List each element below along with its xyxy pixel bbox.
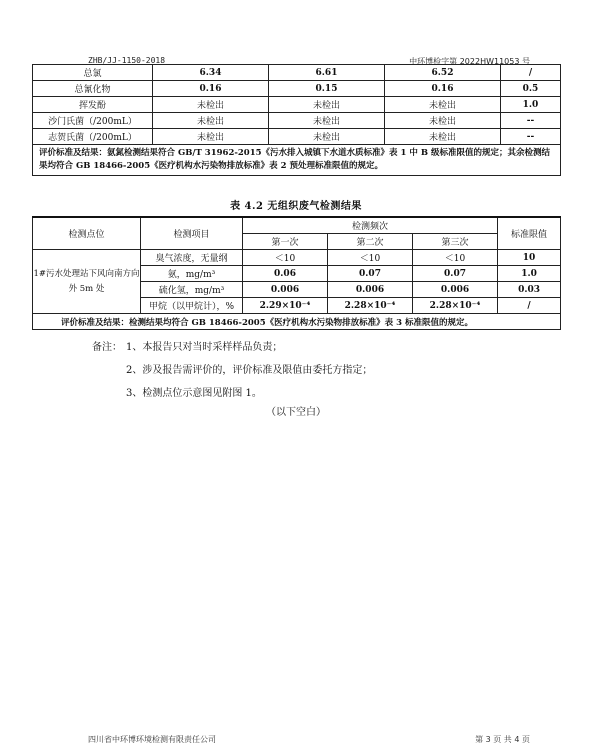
value-cell: ＜10 [413, 250, 498, 266]
value-cell: 未检出 [385, 113, 501, 129]
end-marker: （以下空白） [266, 407, 326, 418]
limit-cell: 1.0 [498, 266, 561, 282]
remark-item: 3、检测点位示意图见附图 1。 [126, 388, 262, 399]
value-cell: 6.61 [269, 65, 385, 81]
table-row [33, 97, 561, 113]
remark-line [92, 359, 372, 382]
header-first: 第一次 [243, 234, 328, 250]
table-row [33, 65, 561, 81]
evaluation-row [33, 145, 561, 176]
limit-cell: -- [501, 129, 561, 145]
item-cell: 甲烷（以甲烷计），% [141, 298, 243, 314]
value-cell: 6.52 [385, 65, 501, 81]
value-cell: 0.16 [385, 81, 501, 97]
item-cell: 氨，mg/m³ [141, 266, 243, 282]
value-cell: 0.15 [269, 81, 385, 97]
footer-page: 第 3 页 共 4 页 [475, 735, 530, 744]
value-cell: 未检出 [269, 113, 385, 129]
value-cell: 未检出 [269, 97, 385, 113]
remarks-label: 备注： [92, 342, 122, 353]
value-cell: 0.06 [243, 266, 328, 282]
limit-cell: 0.5 [501, 81, 561, 97]
remark-line [92, 336, 372, 359]
value-cell: 未检出 [269, 129, 385, 145]
header-site: 检测点位 [33, 217, 141, 250]
limit-cell: / [501, 65, 561, 81]
header-second: 第二次 [328, 234, 413, 250]
footer-company: 四川省中环博环境检测有限责任公司 [88, 735, 216, 744]
item-cell: 志贺氏菌（/200mL） [33, 129, 153, 145]
header-row [33, 217, 561, 234]
evaluation-row [33, 314, 561, 330]
value-cell: 未检出 [385, 129, 501, 145]
item-cell: 臭气浓度，无量纲 [141, 250, 243, 266]
value-cell: 2.29×10⁻⁴ [243, 298, 328, 314]
evaluation-note: 评价标准及结果：检测结果均符合 GB 18466-2005《医疗机构水污染物排放标准》表 3 标准限值的规定。 [33, 314, 561, 330]
header-item: 检测项目 [141, 217, 243, 250]
item-cell: 硫化氢，mg/m³ [141, 282, 243, 298]
item-cell: 挥发酚 [33, 97, 153, 113]
table-row [33, 81, 561, 97]
site-cell: 1#污水处理站下风向南方向外 5m 处 [33, 250, 141, 314]
remark-item: 2、涉及报告需评价的，评价标准及限值由委托方指定； [126, 365, 373, 376]
report-number: 中环博检字第 2022HW11053 号 [409, 57, 530, 66]
value-cell: 0.006 [413, 282, 498, 298]
item-cell: 总氰化物 [33, 81, 153, 97]
limit-cell: 0.03 [498, 282, 561, 298]
value-cell: ＜10 [328, 250, 413, 266]
value-cell: 未检出 [153, 113, 269, 129]
value-cell: 0.16 [153, 81, 269, 97]
limit-cell: -- [501, 113, 561, 129]
value-cell: 6.34 [153, 65, 269, 81]
value-cell: 0.07 [328, 266, 413, 282]
gas-results-table [32, 216, 561, 330]
water-results-table [32, 64, 561, 176]
header-frequency: 检测频次 [243, 217, 498, 234]
remark-line [92, 382, 372, 405]
value-cell: ＜10 [243, 250, 328, 266]
remark-item: 1、本报告只对当时采样样品负责； [126, 342, 283, 353]
value-cell: 未检出 [153, 129, 269, 145]
table-row [33, 250, 561, 266]
table-row [33, 113, 561, 129]
limit-cell: 10 [498, 250, 561, 266]
value-cell: 未检出 [153, 97, 269, 113]
limit-cell: 1.0 [501, 97, 561, 113]
header-third: 第三次 [413, 234, 498, 250]
value-cell: 0.006 [243, 282, 328, 298]
value-cell: 0.006 [328, 282, 413, 298]
item-cell: 总氯 [33, 65, 153, 81]
value-cell: 2.28×10⁻⁴ [413, 298, 498, 314]
header-limit: 标准限值 [498, 217, 561, 250]
report-code: ZHB/JJ-1150-2018 [88, 56, 166, 65]
evaluation-note: 评价标准及结果：氨氮检测结果符合 GB/T 31962-2015《污水排入城镇下水道水质标准》表 1 中 B 级标准限值的规定；其余检测结果均符合 GB 18466-2005《医疗机构水污染物排放标准》表 2 预处理标准限值的规定。 [33, 145, 561, 176]
table-caption: 表 4.2 无组织废气检测结果 [230, 201, 362, 212]
value-cell: 0.07 [413, 266, 498, 282]
value-cell: 未检出 [385, 97, 501, 113]
limit-cell: / [498, 298, 561, 314]
item-cell: 沙门氏菌（/200mL） [33, 113, 153, 129]
table-row [33, 129, 561, 145]
value-cell: 2.28×10⁻⁴ [328, 298, 413, 314]
remarks [92, 336, 372, 405]
